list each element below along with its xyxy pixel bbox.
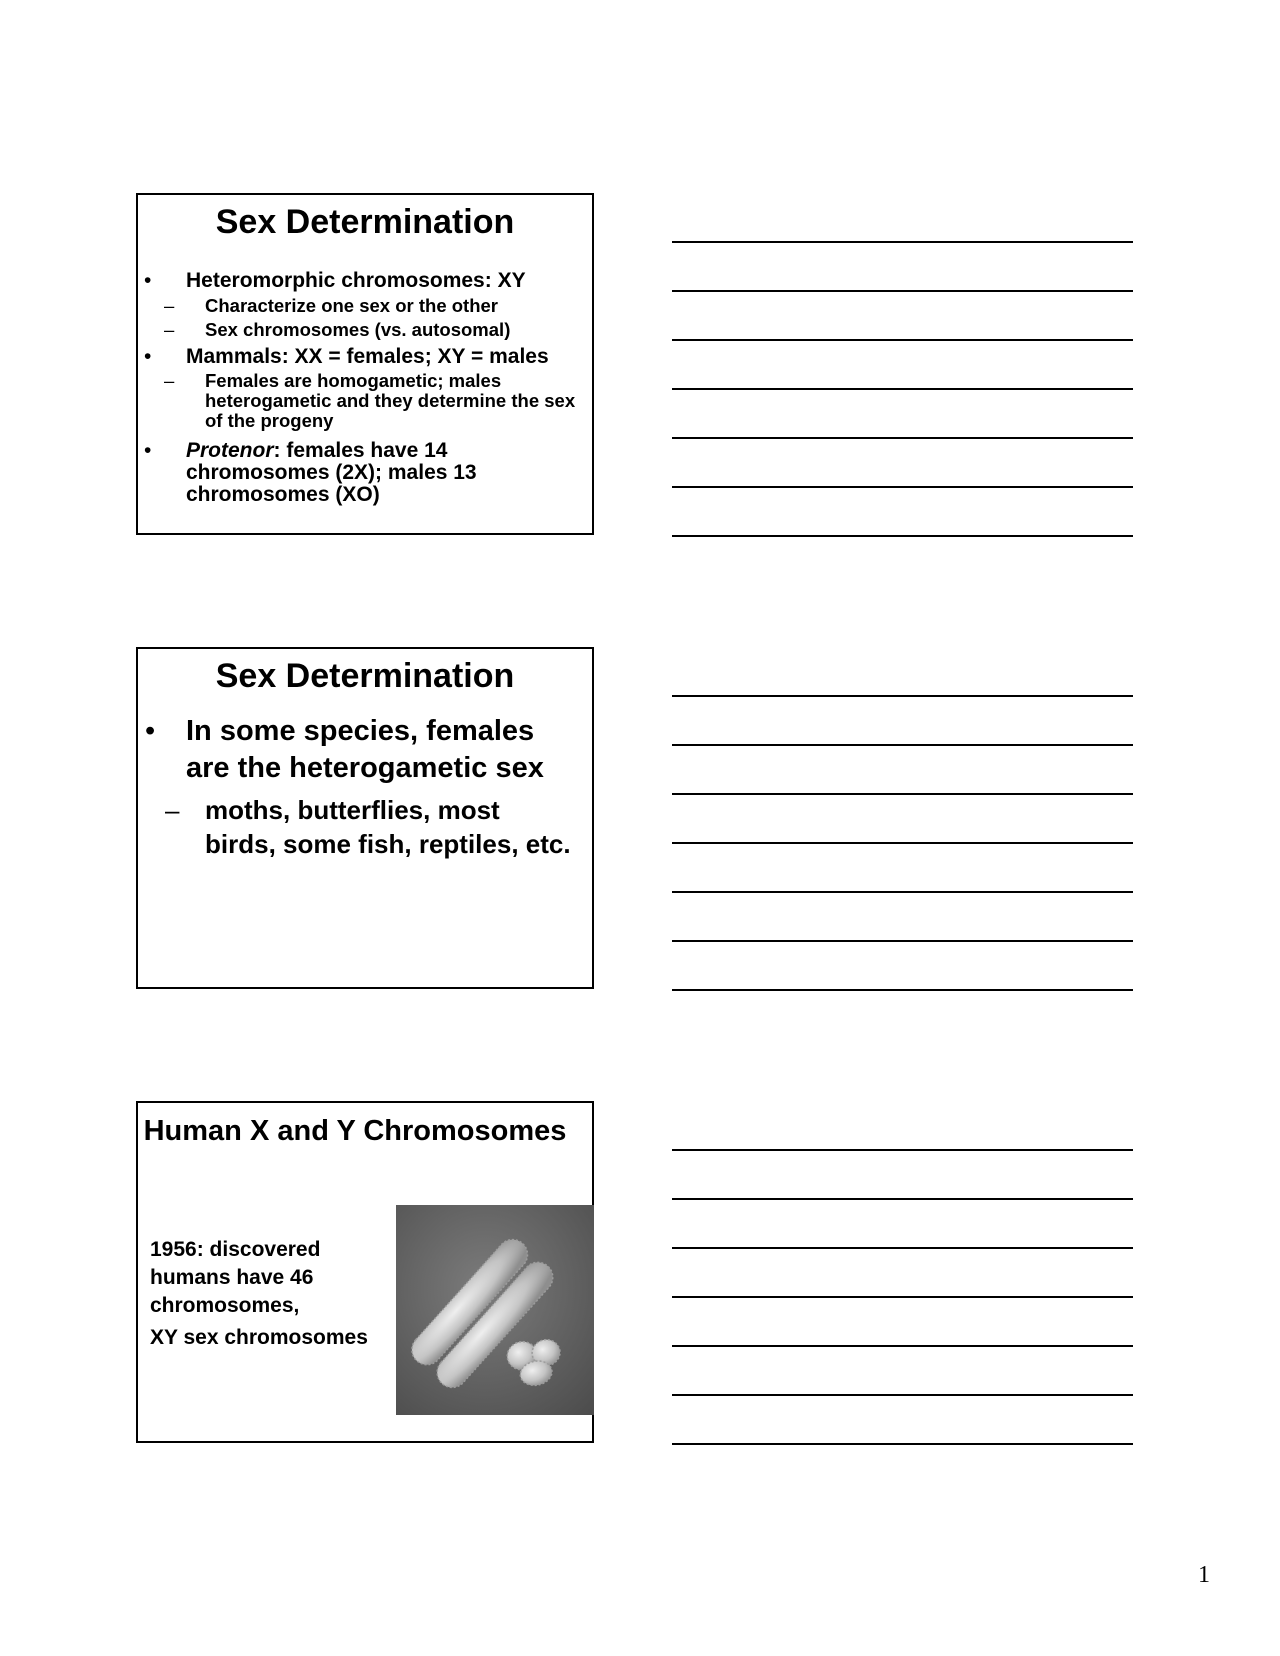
sub-bullet-text: moths, butterflies, most birds, some fish, reptiles, etc. <box>205 795 571 859</box>
note-line <box>672 290 1133 292</box>
dash-marker: – <box>164 319 175 340</box>
note-line <box>672 1247 1133 1249</box>
note-line <box>672 1394 1133 1396</box>
bullet-text-rest: : females have 14 chromosomes (2X); males 13 chromosomes (XO) <box>186 439 477 506</box>
note-line <box>672 486 1133 488</box>
note-line <box>672 1149 1133 1151</box>
slide-title: Human X and Y Chromosomes <box>143 1115 567 1147</box>
body-text: XY sex chromosomes <box>150 1326 368 1349</box>
bullet-marker: • <box>145 715 156 747</box>
note-line <box>672 535 1133 537</box>
sub-bullet-text: Sex chromosomes (vs. autosomal) <box>205 319 511 340</box>
note-line <box>672 388 1133 390</box>
body-text: 1956: discovered humans have 46 chromosomes, <box>150 1238 321 1317</box>
note-line <box>672 842 1133 844</box>
slide-2 <box>136 647 594 989</box>
species-name: Protenor <box>186 439 274 462</box>
bullet-marker: • <box>144 269 152 292</box>
bullet-text: Heteromorphic chromosomes: XY <box>186 269 526 292</box>
sub-bullet-text: Characterize one sex or the other <box>205 295 499 316</box>
note-line <box>672 1345 1133 1347</box>
note-line <box>672 241 1133 243</box>
page-number: 1 <box>1198 1562 1210 1588</box>
note-line <box>672 989 1133 991</box>
note-line <box>672 891 1133 893</box>
note-line <box>672 1296 1133 1298</box>
dash-marker: – <box>164 295 175 316</box>
bullet-marker: • <box>144 439 152 462</box>
slide-title: Sex Determination <box>215 657 515 695</box>
bullet-text <box>186 440 588 506</box>
chromosome-micrograph <box>396 1205 594 1415</box>
note-line <box>672 1198 1133 1200</box>
note-line <box>672 437 1133 439</box>
slide-title: Sex Determination <box>215 203 515 241</box>
bullet-marker: • <box>144 345 152 368</box>
bullet-text: In some species, females are the heterogametic sex <box>186 715 544 784</box>
note-line <box>672 940 1133 942</box>
note-line <box>672 744 1133 746</box>
dash-marker: – <box>165 795 180 825</box>
slide-1 <box>136 193 594 535</box>
note-line <box>672 793 1133 795</box>
note-line <box>672 695 1133 697</box>
slide-3 <box>136 1101 594 1443</box>
dash-marker: – <box>164 370 175 391</box>
note-line <box>672 339 1133 341</box>
sub-bullet-text: Females are homogametic; males heterogametic and they determine the sex of the progeny <box>205 370 576 431</box>
bullet-text: Mammals: XX = females; XY = males <box>186 345 549 368</box>
note-line <box>672 1443 1133 1445</box>
